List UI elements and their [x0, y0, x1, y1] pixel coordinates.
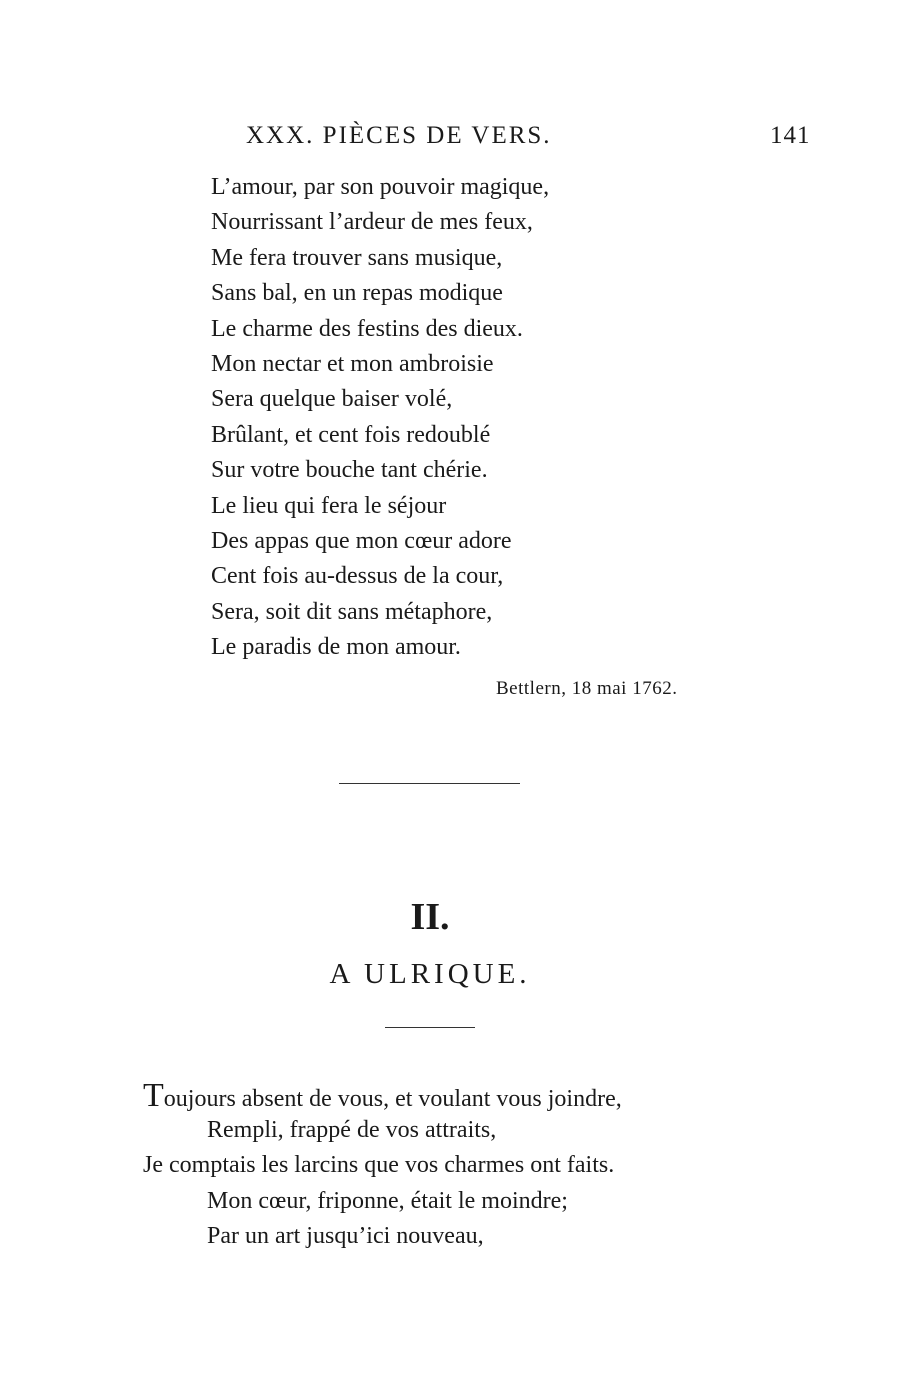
- verse-line: Le lieu qui fera le séjour: [211, 492, 447, 519]
- title-rule: [385, 1027, 475, 1028]
- verse-line: Sur votre bouche tant chérie.: [211, 457, 488, 484]
- verse-line: Brûlant, et cent fois redoublé: [211, 421, 491, 448]
- section-divider: [339, 783, 520, 784]
- verse-line-text: oujours absent de vous, et voulant vous joindre,: [163, 1086, 622, 1112]
- page-header: [0, 0, 900, 170]
- poem-signature: Bettlern, 18 mai 1762.: [496, 678, 678, 699]
- verse-line: L’amour, par son pouvoir magique,: [211, 174, 550, 200]
- section-number: II.: [410, 896, 450, 938]
- running-head: XXX. PIÈCES DE VERS.: [246, 122, 552, 149]
- section-title: A ULRIQUE.: [329, 958, 531, 990]
- verse-line: Nourrissant l’ardeur de mes feux,: [211, 209, 533, 236]
- drop-cap: T: [143, 1077, 164, 1114]
- page-number: 141: [770, 122, 811, 149]
- verse-line: Me fera trouver sans musique,: [211, 244, 503, 271]
- verse-line: Cent fois au-dessus de la cour,: [211, 563, 504, 590]
- verse-line: Sera quelque baiser volé,: [211, 386, 453, 413]
- verse-line: Le paradis de mon amour.: [211, 634, 461, 661]
- verse-line: Des appas que mon cœur adore: [211, 527, 512, 554]
- poem-continuation: [211, 170, 549, 665]
- verse-line: Par un art jusqu’ici nouveau,: [207, 1222, 484, 1249]
- verse-line: Le charme des festins des dieux.: [211, 315, 523, 342]
- verse-line: Sera, soit dit sans métaphore,: [211, 598, 493, 625]
- verse-line: Rempli, frappé de vos attraits,: [207, 1117, 497, 1144]
- verse-line: Je comptais les larcins que vos charmes ont faits.: [143, 1152, 615, 1179]
- verse-line: Mon nectar et mon ambroisie: [211, 350, 494, 377]
- verse-line: Sans bal, en un repas modique: [211, 280, 503, 307]
- verse-line: Mon cœur, friponne, était le moindre;: [207, 1187, 568, 1214]
- verse-line: [143, 1078, 622, 1113]
- poem-a-ulrique: [143, 1078, 622, 1254]
